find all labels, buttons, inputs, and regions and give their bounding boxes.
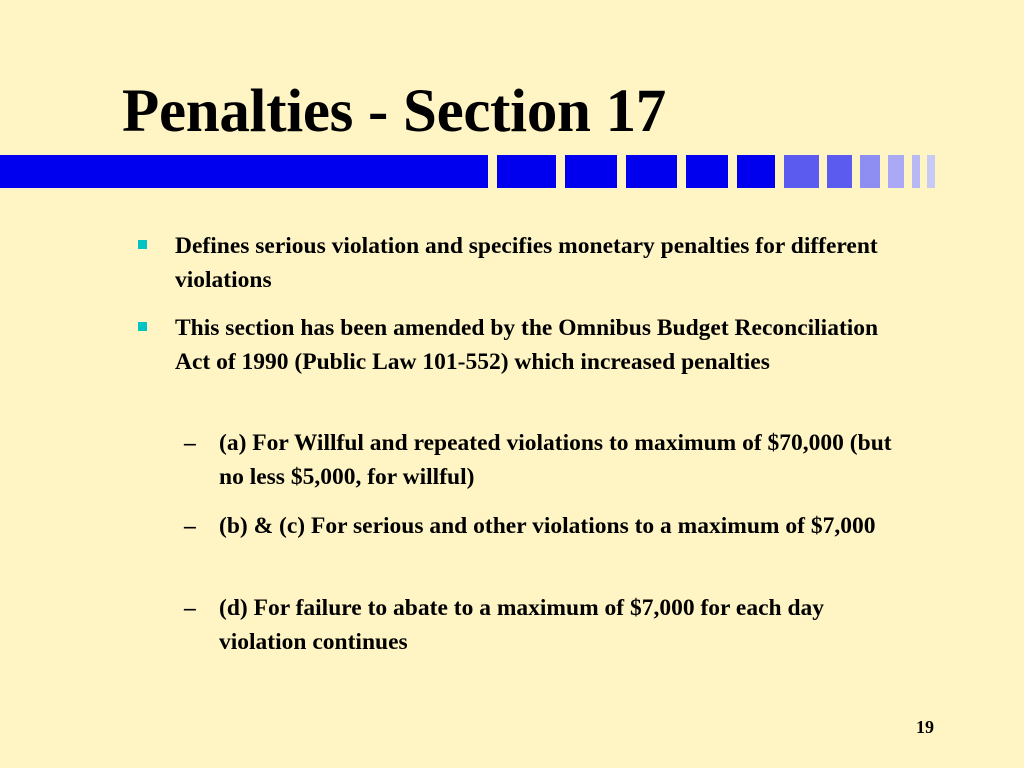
bullet-text: Defines serious violation and specifies monetary penalties for different violations <box>175 233 878 293</box>
title-decorative-bar <box>0 155 1024 188</box>
title-bar-block <box>888 155 904 188</box>
bullet-text: This section has been amended by the Omnibus Budget Reconciliation Act of 1990 (Public Law 101-552) which increased penalties <box>175 315 879 375</box>
dash-bullet-icon: – <box>184 430 196 456</box>
title-bar-block <box>626 155 677 188</box>
dash-bullet-icon: – <box>184 595 196 621</box>
sub-bullet-text: (b) & (c) For serious and other violations to a maximum of $7,000 <box>219 513 876 539</box>
title-bar-block <box>497 155 556 188</box>
square-bullet-icon <box>138 240 147 249</box>
title-bar-block <box>565 155 617 188</box>
title-bar-block <box>686 155 728 188</box>
dash-bullet-icon: – <box>184 513 196 539</box>
title-bar-block <box>784 155 819 188</box>
title-bar-main <box>0 155 488 188</box>
title-bar-block <box>927 155 935 188</box>
square-bullet-icon <box>138 322 147 331</box>
sub-bullet-text: (a) For Willful and repeated violations to maximum of $70,000 (but no less $5,000, for willful) <box>219 430 892 490</box>
page-number: 19 <box>916 717 934 737</box>
title-bar-block <box>912 155 920 188</box>
title-bar-block <box>737 155 775 188</box>
slide-title: Penalties - Section 17 <box>122 78 667 145</box>
title-bar-block <box>827 155 852 188</box>
title-bar-block <box>860 155 880 188</box>
sub-bullet-text: (d) For failure to abate to a maximum of $7,000 for each day violation continues <box>219 595 825 655</box>
